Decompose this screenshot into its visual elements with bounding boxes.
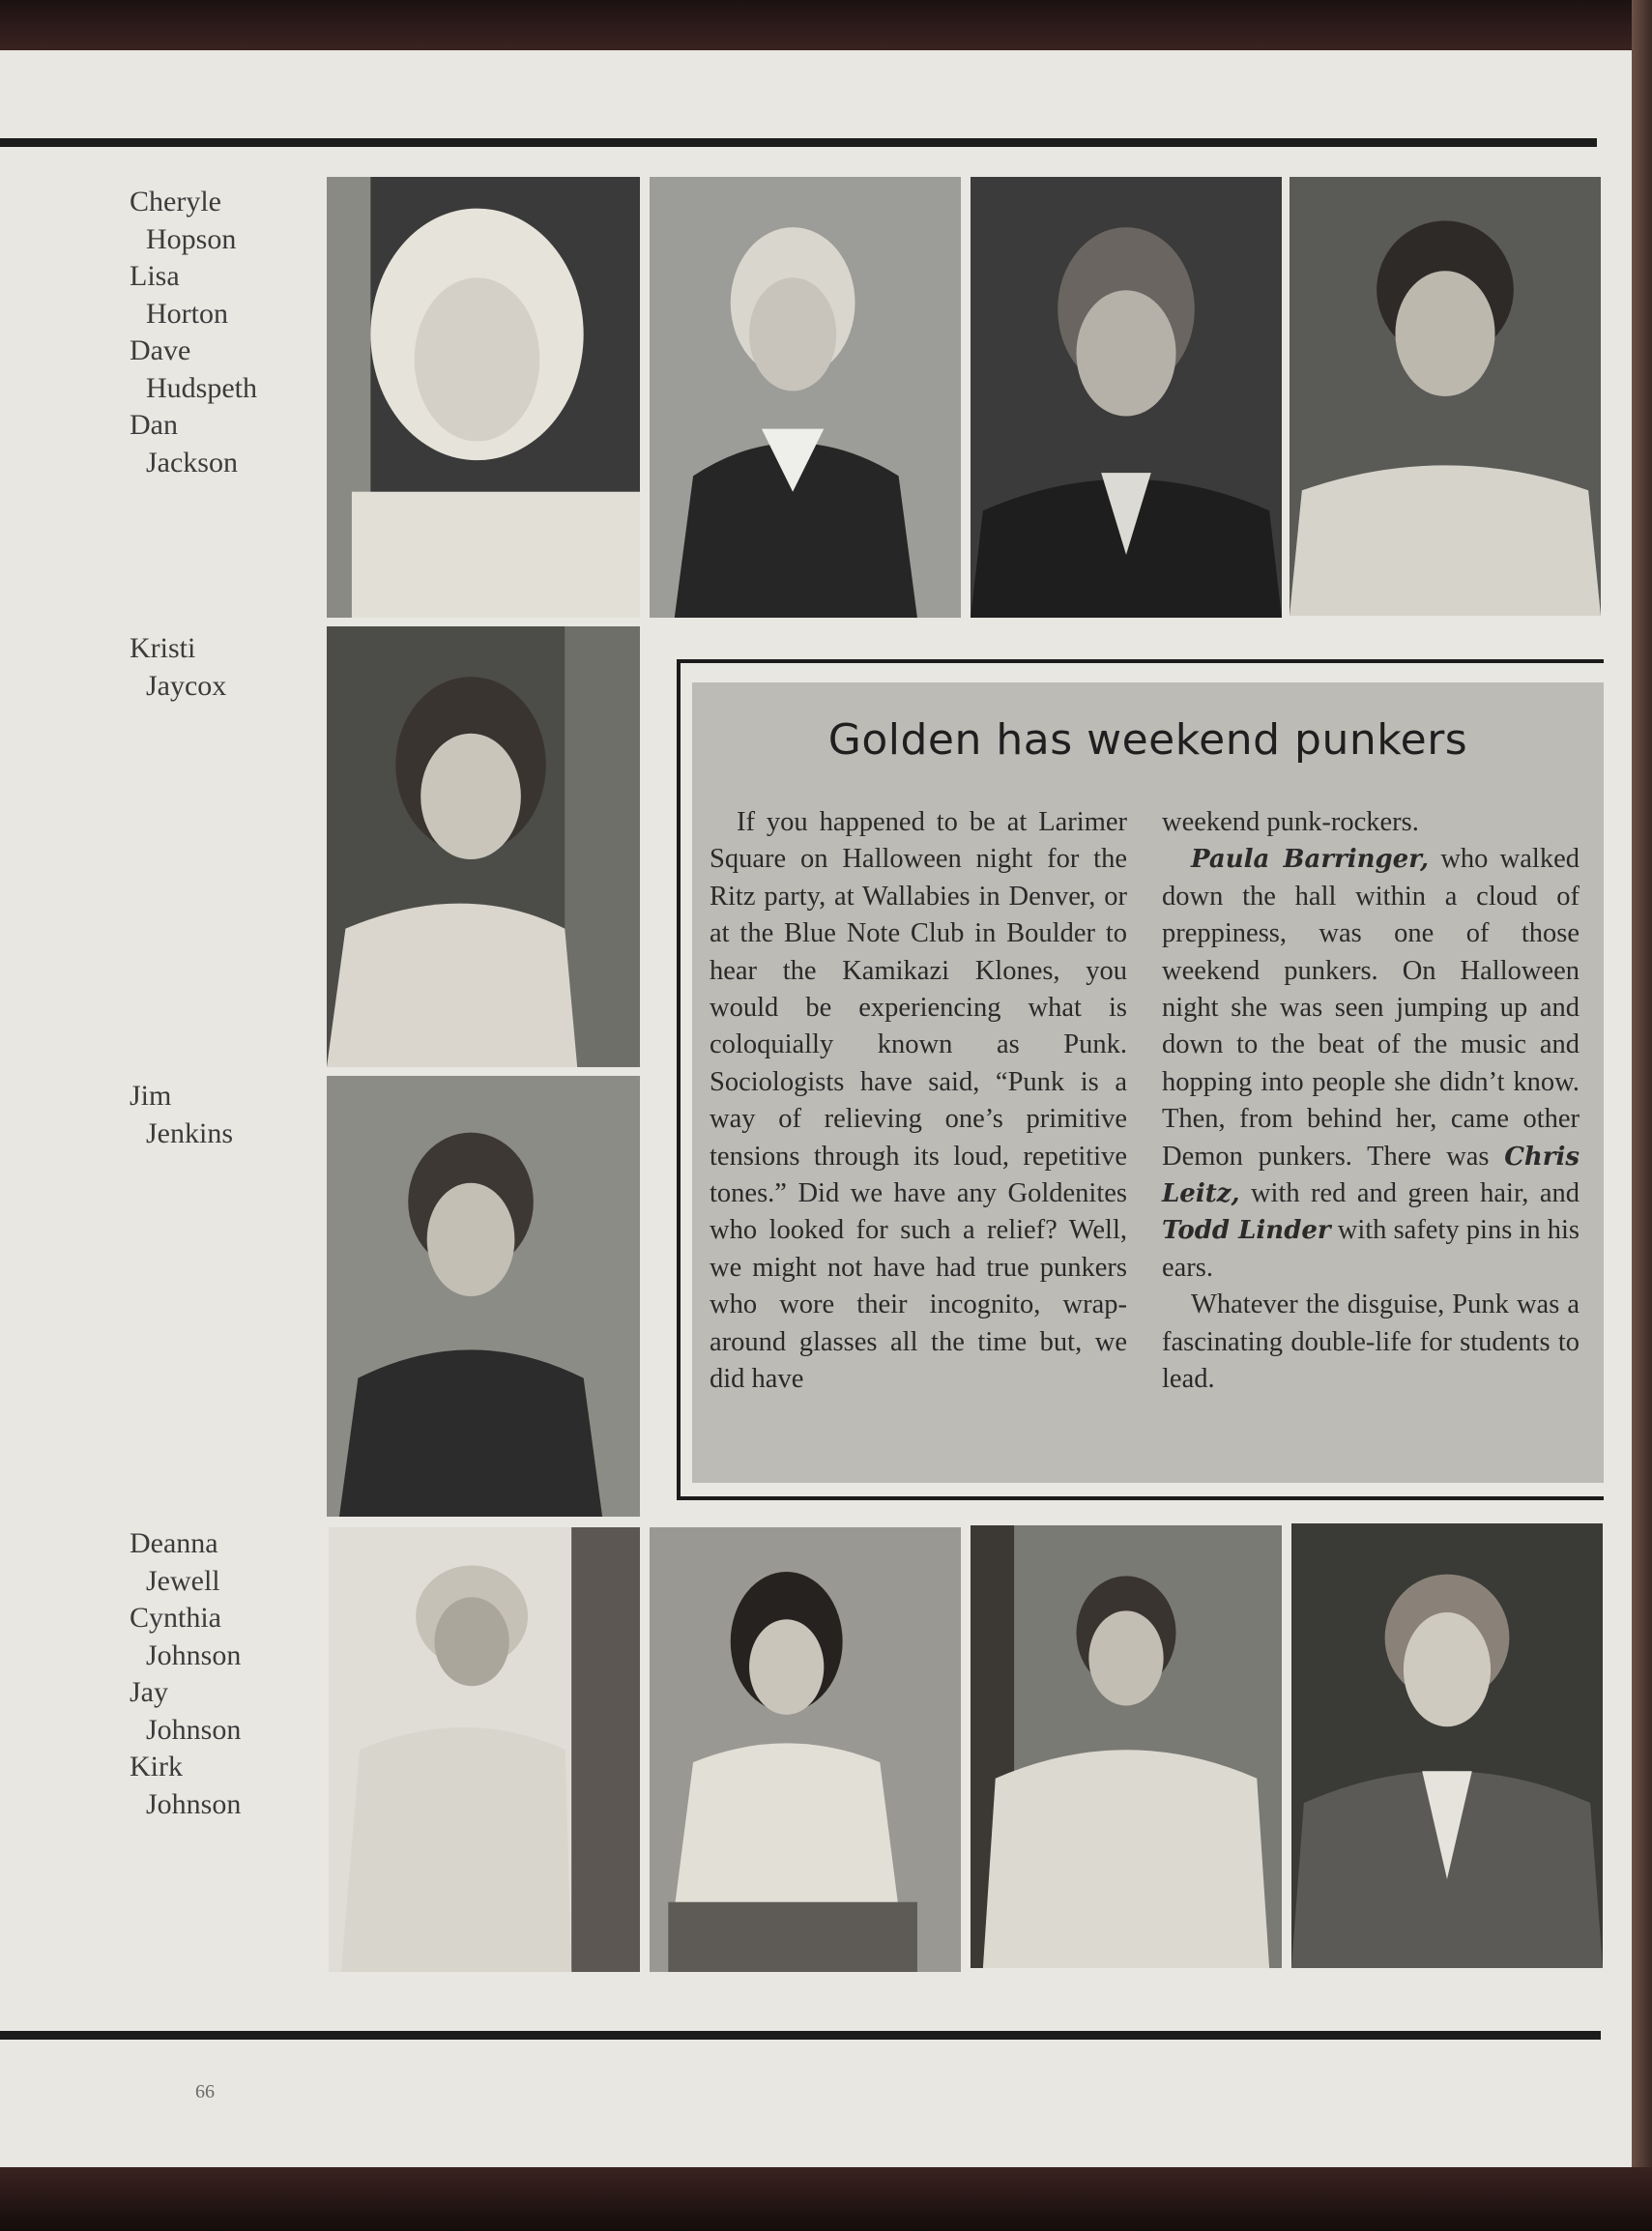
article-headline: Golden has weekend punkers	[827, 715, 1468, 765]
name-line: Jay	[130, 1676, 168, 1708]
portrait-photo	[1290, 177, 1601, 616]
article-text: with red and green hair, and	[1239, 1178, 1580, 1209]
name-line: Johnson	[146, 1787, 242, 1820]
student-name: Paula Barringer,	[1191, 845, 1430, 875]
portrait-photo	[650, 177, 961, 618]
name-line: Hopson	[146, 222, 237, 255]
name-line: Horton	[146, 297, 228, 330]
article-text: who walked down the hall within a cloud of preppiness, was one of those weekend punkers. On Halloween night she was seen jumping up and down to the beat of the music and hopping into people she didn’t know. Then, from behind her, came other Demon punkers. There was	[1162, 844, 1580, 1172]
names-group-4	[130, 1525, 241, 1823]
top-rule	[0, 138, 1597, 147]
portrait-photo	[327, 177, 640, 618]
article-paragraph: weekend punk-rockers.	[1162, 807, 1419, 837]
article-text: with safety pins in his ears.	[1162, 1215, 1580, 1283]
name-line: Jaycox	[146, 669, 227, 702]
name-line: Johnson	[146, 1638, 242, 1671]
portrait-photo	[1291, 1523, 1603, 1968]
scan-border-bottom	[0, 2167, 1652, 2231]
page-number: 66	[195, 2081, 215, 2102]
portrait-photo	[971, 1525, 1282, 1968]
names-group-3	[130, 1078, 233, 1152]
portrait-photo	[327, 626, 640, 1067]
scan-border-top	[0, 0, 1652, 50]
scan-border-right	[1632, 0, 1652, 2231]
name-line: Jewell	[146, 1564, 220, 1597]
names-group-2	[130, 630, 226, 705]
name-line: Johnson	[146, 1713, 242, 1746]
name-line: Jenkins	[146, 1116, 233, 1149]
portrait-photo	[650, 1527, 961, 1972]
bottom-rule	[0, 2031, 1601, 2040]
name-line: Dave	[130, 334, 191, 366]
portrait-photo	[971, 177, 1282, 618]
student-name: Todd Linder	[1162, 1216, 1331, 1246]
name-line: Jim	[130, 1080, 172, 1112]
name-line: Kirk	[130, 1751, 183, 1782]
article-paragraph: Whatever the disguise, Punk was a fascinating double-life for students to lead.	[1162, 1289, 1580, 1395]
article-column-1	[710, 804, 1127, 1399]
article-box	[677, 659, 1604, 1500]
name-line: Deanna	[130, 1527, 218, 1559]
name-line: Cynthia	[130, 1602, 221, 1634]
article-paragraph	[1162, 841, 1580, 1287]
names-group-1	[130, 184, 257, 481]
student-name: Chris Leitz,	[1162, 1142, 1580, 1209]
name-line: Cheryle	[130, 186, 221, 217]
name-line: Jackson	[146, 446, 238, 478]
name-line: Hudspeth	[146, 371, 257, 404]
name-line: Dan	[130, 409, 178, 441]
portrait-photo	[327, 1076, 640, 1517]
name-line: Kristi	[130, 632, 196, 664]
portrait-photo	[329, 1527, 640, 1972]
name-line: Lisa	[130, 260, 180, 292]
article-column-2	[1162, 804, 1580, 1399]
article-paragraph: If you happened to be at Larimer Square on Halloween night for the Ritz party, at Wallabies in Denver, or at the Blue Note Club in Boulder to hear the Kamikazi Klones, you would be experiencing what is coloquially known as Punk. Sociologists have said, “Punk is a way of relieving one’s primitive tensions through its loud, repetitive tones.” Did we have any Goldenites who looked for such a relief? Well, we might not have had true punkers who wore their incognito, wrap-around glasses all the time but, we did have	[710, 807, 1127, 1395]
article-panel	[692, 682, 1604, 1483]
